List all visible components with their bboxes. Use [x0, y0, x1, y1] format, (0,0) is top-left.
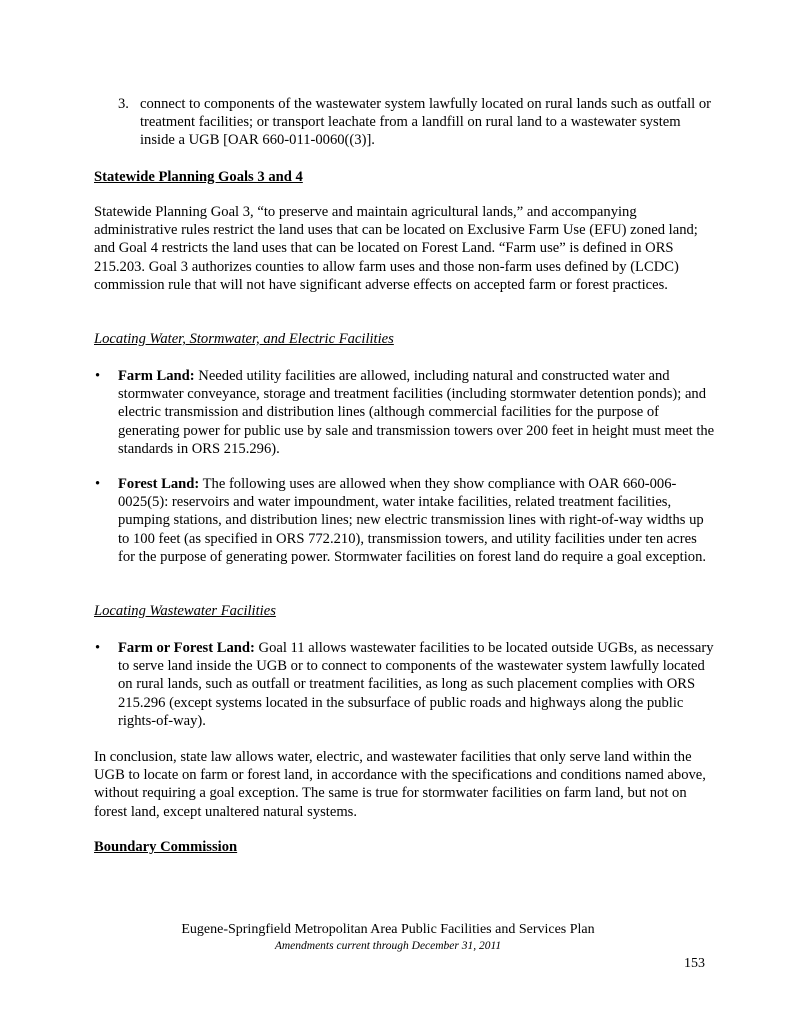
boundary-commission-heading: Boundary Commission — [94, 839, 238, 855]
bullet-icon: • — [95, 476, 101, 492]
bullet-lead: Forest Land: — [118, 476, 200, 492]
bullet-body — [118, 639, 715, 730]
bullet-text: Needed utility facilities are allowed, including natural and constructed water and stormwater conveyance, storage and treatment facilities (including stormwater detention ponds); and electric transmission and distribution lines (although commercial facilities for the purpose of generating power for public use by sale and transmission towers over 200 feet in height must meet the standards in ORS 215.296). — [118, 368, 715, 457]
wastewater-facilities-heading: Locating Wastewater Facilities — [94, 603, 276, 619]
numbered-item-3 — [118, 95, 718, 150]
bullet-lead: Farm Land: — [118, 368, 195, 384]
bullet-icon: • — [95, 368, 101, 384]
farm-land-bullet — [95, 367, 715, 458]
goals-paragraph: Statewide Planning Goal 3, “to preserve and maintain agricultural lands,” and accompanying administrative rules restrict the land uses that can be located on Exclusive Farm Use (EFU) zoned land; and Goal 4 restricts the land uses that can be located on Forest Land. “Farm use” is defined in ORS 215.203. Goal 3 authorizes counties to allow farm uses and those non-farm uses defined by (LCDC) commission rule that will not have significant adverse effects on accepted farm or forest practices. — [94, 204, 698, 293]
bullet-text: The following uses are allowed when they show compliance with OAR 660-006-0025(5): reservoirs and water impoundment, water intake facilities, related treatment facilities, pumping stations, and distribution lines; new electric transmission lines with right-of-way widths up to 100 feet (as specified in ORS 772.210), transmission towers, and utility facilities under ten acres for the purpose of generating power. Stormwater facilities on forest land do require a goal exception. — [118, 476, 707, 565]
page-number: 153 — [684, 956, 705, 971]
bullet-body — [118, 475, 715, 566]
footer-subtitle: Amendments current through December 31, 2011 — [274, 940, 502, 952]
conclusion-paragraph: In conclusion, state law allows water, electric, and wastewater facilities that only serve land within the UGB to locate on farm or forest land, in accordance with the specifications and conditions named above, without requiring a goal exception. The same is true for stormwater facilities on farm land, but not on forest land, except unaltered natural systems. — [94, 749, 706, 820]
item-number: 3. — [118, 96, 129, 112]
forest-land-bullet — [95, 475, 715, 566]
water-facilities-heading: Locating Water, Stormwater, and Electric Facilities — [94, 331, 394, 347]
bullet-icon: • — [95, 640, 101, 656]
goals-heading: Statewide Planning Goals 3 and 4 — [94, 169, 303, 185]
footer-title: Eugene-Springfield Metropolitan Area Public Facilities and Services Plan — [181, 922, 595, 937]
farm-forest-land-bullet — [95, 639, 715, 730]
bullet-lead: Farm or Forest Land: — [118, 640, 255, 656]
bullet-text: Goal 11 allows wastewater facilities to be located outside UGBs, as necessary to serve land inside the UGB or to connect to components of the wastewater system lawfully located on rural lands, such as outfall or treatment facilities, as long as such placement complies with ORS 215.296 (except systems located in the subsurface of public roads and highways along the public rights-of-way). — [118, 640, 714, 729]
item-text: connect to components of the wastewater system lawfully located on rural lands such as outfall or treatment facilities; or transport leachate from a landfill on rural land to a wastewater system inside a UGB [OAR 660-011-0060((3)]. — [140, 96, 712, 149]
bullet-body — [118, 367, 715, 458]
